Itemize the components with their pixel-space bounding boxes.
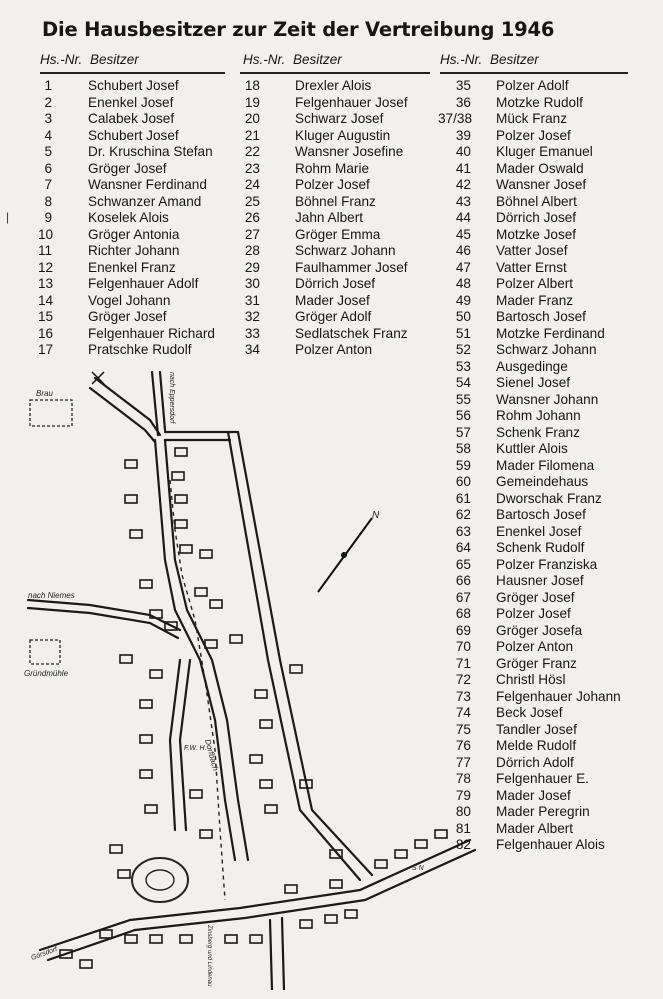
owner-name: Bartosch Josef xyxy=(496,309,586,324)
owner-name: Böhnel Albert xyxy=(496,193,577,209)
house-number: 59 xyxy=(455,457,471,473)
owner-name: Vatter Josef xyxy=(496,243,568,258)
owner-name: Vogel Johann xyxy=(88,292,171,308)
owner-name: Motzke Rudolf xyxy=(496,94,583,110)
owner-row xyxy=(438,259,567,277)
house-marker xyxy=(330,880,342,888)
house-marker xyxy=(230,635,242,643)
road-north xyxy=(95,378,160,435)
house-marker xyxy=(325,915,337,923)
gruendmuehle-box xyxy=(30,640,60,664)
house-number: 35 xyxy=(455,78,471,93)
house-number: 46 xyxy=(455,243,471,258)
house-number: 18 xyxy=(244,78,260,93)
owner-name: Wansner Ferdinand xyxy=(88,177,207,192)
owner-name: Schubert Josef xyxy=(88,127,179,143)
house-marker xyxy=(140,700,152,708)
village-map xyxy=(0,360,663,990)
owner-row xyxy=(240,94,408,112)
owner-row xyxy=(240,111,384,128)
house-number: 61 xyxy=(455,490,471,506)
house-marker xyxy=(175,448,187,456)
house-marker xyxy=(172,472,184,480)
owner-name: Sedlatschek Franz xyxy=(295,325,408,341)
house-number: 64 xyxy=(455,540,471,555)
owner-name: Kluger Emanuel xyxy=(496,144,593,159)
header-owner-label: Besitzer xyxy=(90,52,139,67)
owner-name: Schwarz Johann xyxy=(295,243,396,258)
house-marker xyxy=(190,790,202,798)
owner-name: Wansner Josefine xyxy=(295,144,404,159)
house-marker xyxy=(435,830,447,838)
north-arrow xyxy=(318,510,380,592)
house-number: 6 xyxy=(44,160,52,176)
owner-column-1 xyxy=(38,78,215,359)
margin-mark: | xyxy=(6,210,10,224)
house-marker xyxy=(140,580,152,588)
owner-name: Polzer Albert xyxy=(496,276,574,291)
owner-row xyxy=(438,325,605,343)
owner-name: Polzer Adolf xyxy=(496,78,569,93)
owner-name: Mader Franz xyxy=(496,292,574,308)
column-header-3 xyxy=(440,52,539,67)
label-brau: Brau xyxy=(36,389,53,398)
owner-name: Mader Albert xyxy=(496,820,574,836)
owner-name: Mader Josef xyxy=(295,292,370,308)
owner-name: Schubert Josef xyxy=(88,78,179,93)
house-number: 32 xyxy=(244,309,260,324)
owner-name: Christl Hösl xyxy=(496,672,566,687)
house-number: 33 xyxy=(244,325,260,341)
house-number: 52 xyxy=(455,342,471,357)
owner-row xyxy=(38,177,207,194)
owner-name: Hausner Josef xyxy=(496,573,584,588)
owner-row xyxy=(240,193,376,211)
owner-row xyxy=(438,78,569,95)
house-number: 63 xyxy=(455,523,471,539)
house-number: 5 xyxy=(44,144,52,159)
village-pond xyxy=(132,858,188,902)
owner-name: Polzer Anton xyxy=(496,639,574,654)
house-number: 77 xyxy=(455,754,471,770)
owner-name: Polzer Franziska xyxy=(496,556,598,572)
owner-name: Motzke Josef xyxy=(496,226,577,242)
owner-name: Faulhammer Josef xyxy=(295,259,408,275)
house-number: 81 xyxy=(455,820,471,836)
house-number: 74 xyxy=(455,705,471,720)
owner-name: Calabek Josef xyxy=(88,111,175,126)
house-number: 20 xyxy=(244,111,260,126)
owner-name: Dörrich Josef xyxy=(295,276,376,291)
owner-name: Ausgedinge xyxy=(496,358,568,374)
house-number: 17 xyxy=(38,342,54,357)
owner-name: Richter Johann xyxy=(88,243,180,258)
owner-name: Polzer Josef xyxy=(295,177,370,192)
house-marker xyxy=(395,850,407,858)
house-number: 72 xyxy=(455,672,471,687)
house-number: 2 xyxy=(44,94,52,110)
house-number: 45 xyxy=(455,226,471,242)
owner-name: Beck Josef xyxy=(496,705,563,720)
owner-name: Gröger Josefa xyxy=(496,622,583,638)
owner-row xyxy=(240,127,391,145)
header-nr-label: Hs.-Nr. xyxy=(40,52,83,67)
house-marker xyxy=(200,550,212,558)
house-number: 73 xyxy=(455,688,471,704)
house-number: 23 xyxy=(244,160,260,176)
owner-name: Schenk Franz xyxy=(496,424,580,440)
house-number: 26 xyxy=(244,210,260,225)
house-number: 76 xyxy=(455,738,471,753)
house-number: 22 xyxy=(244,144,260,159)
owner-row xyxy=(240,309,372,326)
owner-row xyxy=(438,226,577,244)
creek xyxy=(170,480,225,900)
owner-row xyxy=(38,210,169,227)
owner-name: Felgenhauer Josef xyxy=(295,94,408,110)
owner-row xyxy=(240,292,370,310)
house-number: 41 xyxy=(455,160,471,176)
house-marker xyxy=(120,655,132,663)
header-nr-label: Hs.-Nr. xyxy=(440,52,483,67)
house-number: 65 xyxy=(455,556,471,572)
owner-row xyxy=(438,193,577,211)
house-marker xyxy=(195,588,207,596)
house-number: 69 xyxy=(455,622,471,638)
house-marker xyxy=(175,495,187,503)
header-rule xyxy=(440,72,628,74)
house-number: 48 xyxy=(455,276,471,291)
house-number: 8 xyxy=(44,193,52,209)
house-number: 13 xyxy=(38,276,54,291)
house-marker xyxy=(118,870,130,878)
house-marker xyxy=(250,755,262,763)
house-number: 37/38 xyxy=(438,111,473,126)
owner-row xyxy=(438,144,593,161)
house-number: 47 xyxy=(455,259,471,275)
house-number: 42 xyxy=(455,177,471,192)
owner-name: Pratschke Rudolf xyxy=(88,342,192,357)
label-goersdorf: Görsdorf xyxy=(30,945,59,962)
owner-name: Polzer Josef xyxy=(496,606,571,621)
owner-row xyxy=(38,276,199,293)
house-number: 28 xyxy=(244,243,260,258)
owner-name: Motzke Ferdinand xyxy=(496,325,605,341)
house-number: 60 xyxy=(455,474,471,489)
owner-row xyxy=(240,78,372,95)
page-title: Die Hausbesitzer zur Zeit der Vertreibung 1946 xyxy=(42,18,555,41)
house-marker xyxy=(100,930,112,938)
house-number: 75 xyxy=(455,721,471,737)
house-number: 56 xyxy=(455,408,471,423)
house-marker xyxy=(210,600,222,608)
house-marker xyxy=(265,805,277,813)
house-marker xyxy=(125,495,137,503)
owner-name: Felgenhauer Alois xyxy=(496,837,605,852)
owner-row xyxy=(38,243,180,260)
house-number: 43 xyxy=(455,193,471,209)
owner-row xyxy=(38,325,215,343)
owner-name: Polzer Anton xyxy=(295,342,373,357)
owner-row xyxy=(240,243,396,260)
owner-name: Schwarz Josef xyxy=(295,111,384,126)
label-lindenau: Zinsberg und Lindenau xyxy=(206,925,212,987)
owner-name: Bartosch Josef xyxy=(496,507,586,522)
owner-name: Mader Filomena xyxy=(496,457,595,473)
owner-name: Koselek Alois xyxy=(88,210,169,225)
house-number: 24 xyxy=(244,177,260,192)
house-number: 16 xyxy=(38,325,54,341)
north-label: N xyxy=(372,510,380,521)
owner-row xyxy=(438,111,568,128)
owner-row xyxy=(240,226,381,244)
owner-name: Gröger Josef xyxy=(88,309,167,324)
house-marker xyxy=(415,840,427,848)
label-eppersdorf: nach Eppersdorf xyxy=(168,372,175,424)
owner-row xyxy=(38,309,167,326)
house-marker xyxy=(175,520,187,528)
owner-name: Melde Rudolf xyxy=(496,738,577,753)
house-number: 54 xyxy=(455,375,471,390)
house-number: 67 xyxy=(455,589,471,605)
owner-row xyxy=(438,292,574,310)
owner-name: Gröger Antonia xyxy=(88,226,180,242)
owner-row xyxy=(438,127,571,145)
owner-row xyxy=(240,144,404,161)
house-number: 25 xyxy=(244,193,260,209)
house-marker xyxy=(140,770,152,778)
house-marker xyxy=(150,935,162,943)
owner-name: Böhnel Franz xyxy=(295,193,376,209)
owner-name: Mader Oswald xyxy=(496,160,584,176)
owner-name: Kluger Augustin xyxy=(295,127,391,143)
owner-row xyxy=(240,210,364,227)
house-number: 12 xyxy=(38,259,54,275)
house-marker xyxy=(125,935,137,943)
house-marker xyxy=(250,935,262,943)
column-header-1 xyxy=(40,52,139,67)
owner-name: Gröger Adolf xyxy=(295,309,372,324)
house-number: 7 xyxy=(44,177,52,192)
owner-name: Gemeindehaus xyxy=(496,474,589,489)
column-header-2 xyxy=(243,52,342,67)
owner-name: Dörrich Josef xyxy=(496,210,577,225)
house-number: 79 xyxy=(455,787,471,803)
house-number: 49 xyxy=(455,292,471,308)
house-number: 82 xyxy=(455,837,471,852)
header-rule xyxy=(40,72,225,74)
header-owner-label: Besitzer xyxy=(490,52,539,67)
house-number: 44 xyxy=(455,210,471,225)
owner-name: Sienel Josef xyxy=(496,375,571,390)
header-nr-label: Hs.-Nr. xyxy=(243,52,286,67)
header-rule xyxy=(240,72,430,74)
owner-name: Wansner Josef xyxy=(496,177,587,192)
house-marker xyxy=(300,920,312,928)
owner-row xyxy=(240,259,408,277)
owner-row xyxy=(438,243,568,260)
house-number: 57 xyxy=(455,424,471,440)
label-sn: S N xyxy=(412,865,424,872)
house-marker xyxy=(125,460,137,468)
brewery-box xyxy=(30,400,72,426)
house-marker xyxy=(130,530,142,538)
house-marker xyxy=(145,805,157,813)
house-number: 11 xyxy=(38,243,53,258)
owner-row xyxy=(240,342,373,359)
house-number: 31 xyxy=(244,292,260,308)
owner-row xyxy=(438,309,586,326)
house-marker xyxy=(80,960,92,968)
owner-name: Gröger Franz xyxy=(496,655,577,671)
house-marker xyxy=(110,845,122,853)
house-number: 80 xyxy=(455,804,471,819)
label-fire-station: F.W. H. xyxy=(184,745,207,752)
owner-name: Enenkel Franz xyxy=(88,259,176,275)
owner-row xyxy=(38,144,213,161)
owner-name: Dörrich Adolf xyxy=(496,754,574,770)
house-marker xyxy=(150,670,162,678)
owner-name: Polzer Josef xyxy=(496,127,571,143)
owner-row xyxy=(38,226,180,244)
house-number: 36 xyxy=(455,94,471,110)
owner-name: Schwanzer Amand xyxy=(88,193,202,209)
owner-row xyxy=(38,111,175,128)
house-marker xyxy=(140,735,152,743)
owner-name: Felgenhauer Richard xyxy=(88,325,215,341)
house-number: 71 xyxy=(455,655,471,671)
owner-name: Mader Peregrin xyxy=(496,804,590,819)
owner-name: Mader Josef xyxy=(496,787,571,803)
owner-name: Gröger Emma xyxy=(295,226,381,242)
owner-name: Enenkel Josef xyxy=(496,523,582,539)
house-number: 68 xyxy=(455,606,471,621)
owner-row xyxy=(38,292,171,310)
owner-name: Kuttler Alois xyxy=(496,441,568,456)
owner-row xyxy=(438,94,583,112)
house-number: 30 xyxy=(244,276,260,291)
windmill-icon xyxy=(92,372,104,384)
owner-name: Dr. Kruschina Stefan xyxy=(88,144,213,159)
owner-name: Tandler Josef xyxy=(496,721,577,737)
owner-row xyxy=(38,193,202,211)
owner-row xyxy=(438,210,577,227)
house-number: 62 xyxy=(455,507,471,522)
house-number: 78 xyxy=(455,771,471,786)
owner-row xyxy=(38,342,192,359)
owner-name: Rohm Johann xyxy=(496,408,581,423)
owner-name: Gröger Josef xyxy=(88,160,167,176)
house-marker xyxy=(345,910,357,918)
owner-name: Dworschak Franz xyxy=(496,490,602,506)
house-number: 1 xyxy=(44,78,52,93)
house-number: 9 xyxy=(44,210,52,225)
house-number: 3 xyxy=(44,111,52,126)
house-marker xyxy=(260,780,272,788)
house-number: 66 xyxy=(455,573,471,588)
house-number: 51 xyxy=(455,325,471,341)
owner-row xyxy=(240,177,370,194)
owner-row xyxy=(438,276,574,293)
owner-name: Drexler Alois xyxy=(295,78,372,93)
house-marker xyxy=(205,640,217,648)
owner-row xyxy=(240,325,408,343)
house-marker xyxy=(180,545,192,553)
owner-row xyxy=(38,259,176,277)
house-number: 50 xyxy=(455,309,471,324)
owner-row xyxy=(38,94,174,112)
owner-name: Enenkel Josef xyxy=(88,94,174,110)
owner-row xyxy=(38,160,167,178)
house-number: 70 xyxy=(455,639,471,654)
owner-name: Felgenhauer E. xyxy=(496,771,589,786)
house-marker xyxy=(180,935,192,943)
label-gruendmuehle: Gründmühle xyxy=(24,669,69,678)
house-number: 58 xyxy=(455,441,471,456)
house-number: 39 xyxy=(455,127,471,143)
owner-row xyxy=(38,78,179,95)
house-marker xyxy=(285,885,297,893)
owner-name: Felgenhauer Johann xyxy=(496,688,621,704)
road-east xyxy=(228,432,360,880)
house-marker xyxy=(375,860,387,868)
owner-row xyxy=(38,127,179,145)
road-main xyxy=(155,440,235,860)
house-marker xyxy=(255,690,267,698)
house-marker xyxy=(290,665,302,673)
house-marker xyxy=(225,935,237,943)
house-number: 53 xyxy=(455,358,471,374)
owner-row xyxy=(240,160,370,178)
house-number: 21 xyxy=(244,127,260,143)
owner-name: Schenk Rudolf xyxy=(496,540,585,555)
owner-name: Mück Franz xyxy=(496,111,568,126)
house-number: 10 xyxy=(38,226,54,242)
owner-name: Wansner Johann xyxy=(496,391,599,407)
house-marker xyxy=(200,830,212,838)
house-number: 29 xyxy=(244,259,260,275)
owner-row xyxy=(438,177,587,194)
owner-name: Schwarz Johann xyxy=(496,342,597,357)
owner-name: Vatter Ernst xyxy=(496,259,567,275)
owner-name: Felgenhauer Adolf xyxy=(88,276,199,291)
house-number: 14 xyxy=(38,292,54,308)
house-number: 15 xyxy=(38,309,54,324)
house-marker xyxy=(260,720,272,728)
house-number: 4 xyxy=(44,127,52,143)
house-number: 40 xyxy=(455,144,471,159)
owner-name: Jahn Albert xyxy=(295,210,364,225)
road-south xyxy=(40,840,470,950)
house-number: 19 xyxy=(244,94,260,110)
header-owner-label: Besitzer xyxy=(293,52,342,67)
owner-row xyxy=(240,276,376,293)
owner-row xyxy=(438,160,584,178)
house-number: 27 xyxy=(244,226,260,242)
house-number: 34 xyxy=(244,342,260,357)
owner-name: Rohm Marie xyxy=(295,160,370,176)
label-nach-niemes: nach Niemes xyxy=(28,591,75,600)
house-number: 55 xyxy=(455,391,471,407)
label-dorfbach: Dorfbach xyxy=(203,738,221,772)
owner-row xyxy=(438,342,597,359)
owner-column-2 xyxy=(240,78,408,359)
owner-name: Gröger Josef xyxy=(496,589,575,605)
